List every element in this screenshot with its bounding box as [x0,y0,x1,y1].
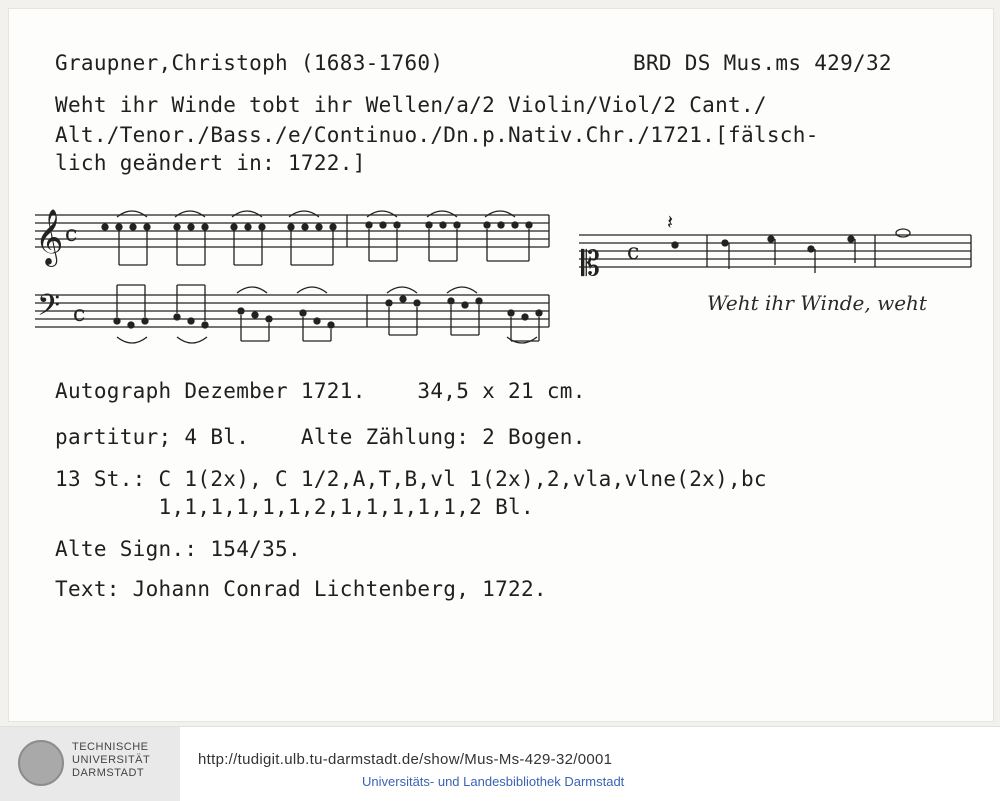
vocal-incipit [575,199,975,289]
university-name [72,741,150,780]
title-line-1: Weht ihr Winde tobt ihr Wellen/a/2 Violin/Viol/2 Cant./ [55,93,767,117]
svg-text:c: c [73,302,86,327]
instrumental-incipit [27,195,557,355]
library-name: Universitäts- und Landesbibliothek Darmstadt [362,774,625,789]
university-name-line-1: TECHNISCHE [72,741,149,753]
svg-text:𝄢: 𝄢 [37,289,61,330]
svg-text:𝄞: 𝄞 [35,209,64,265]
university-name-line-2: UNIVERSITÄT [72,754,151,766]
title-line-2: Alt./Tenor./Bass./e/Continuo./Dn.p.Nativ.Chr./1721.[fälsch- [55,123,819,147]
footer-bar [0,726,1000,801]
old-signature: Alte Sign.: 154/35. [55,537,301,561]
shelfmark: BRD DS Mus.ms 429/32 [633,51,892,75]
university-name-line-3: DARMSTADT [72,767,145,779]
incipit-lyrics: Weht ihr Winde, weht [707,291,927,315]
autograph-info: Autograph Dezember 1721. 34,5 x 21 cm. [55,379,586,403]
svg-text:𝄡: 𝄡 [581,244,600,284]
svg-text:c: c [65,222,78,247]
svg-text:c: c [627,240,640,265]
svg-text:𝄽: 𝄽 [667,210,674,234]
university-logo [0,727,180,801]
source-url-link[interactable]: http://tudigit.ulb.tu-darmstadt.de/show/Mus-Ms-429-32/0001 [198,751,613,768]
text-author: Text: Johann Conrad Lichtenberg, 1722. [55,577,547,601]
partitur-info: partitur; 4 Bl. Alte Zählung: 2 Bogen. [55,425,586,449]
athena-seal-icon [18,740,64,786]
catalog-card [8,8,994,722]
parts-line-2: 1,1,1,1,1,1,2,1,1,1,1,1,2 Bl. [55,495,534,519]
parts-line-1: 13 St.: C 1(2x), C 1/2,A,T,B,vl 1(2x),2,vla,vlne(2x),bc [55,467,767,491]
composer: Graupner,Christoph (1683-1760) [55,51,444,75]
title-line-3: lich geändert in: 1722.] [55,151,366,175]
